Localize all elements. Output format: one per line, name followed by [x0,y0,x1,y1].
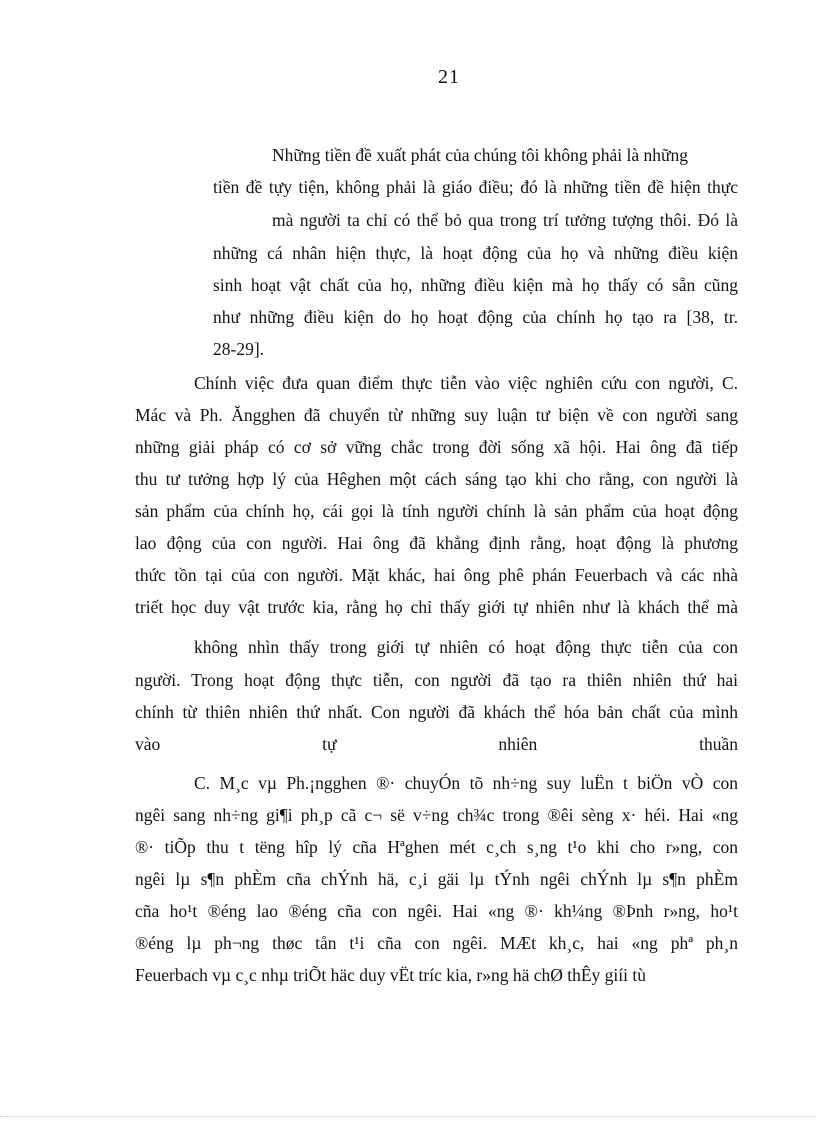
body-line-8: triết học duy vật trước kia, rằng họ chỉ thấy giới tự nhiên như là khách thể mà [135,597,738,617]
quote-line-3: mà người ta chỉ có thể bỏ qua trong trí tưởng tượng thôi. Đó là [272,210,738,230]
body-line-4: thu tư tưởng hợp lý của Hêghen một cách sáng tạo khi cho rằng, con người là [135,469,738,489]
body-line-2: Mác và Ph. Ăngghen đã chuyển từ những suy luận tư biện về con người sang [135,405,738,425]
body-line-9: không nhìn thấy trong giới tự nhiên có hoạt động thực tiễn của con [194,637,738,657]
quote-line-2: tiền đề tựy tiện, không phải là giáo điều; đó là những tiền đề hiện thực [213,177,738,197]
quote-line-4: những cá nhân hiện thực, là hoạt động của họ và những điều kiện [213,243,738,263]
quote-line-6: như những điều kiện do họ hoạt động của chính họ tạo ra [38, tr. [213,307,738,327]
page-bottom-divider [0,1116,816,1117]
body-line-10: người. Trong hoạt động thực tiễn, con người đã tạo ra thiên nhiên thứ hai [135,670,738,690]
body-line-3: những giải pháp có cơ sở vững chắc trong đời sống xã hội. Hai ông đã tiếp [135,437,738,457]
garbled-line-3: ®· tiÕp thu t tëng hîp lý cña Hªghen mét c¸ch s¸ng t¹o khi cho r»ng, con [135,837,738,857]
garbled-line-2: ngêi sang nh÷ng gi¶i ph¸p cã c¬ së v÷ng ch¾c trong ®êi sèng x· héi. Hai «ng [135,805,738,825]
body-line-11: chính từ thiên nhiên thứ nhất. Con người đã khách thể hóa bản chất của mình [135,702,738,722]
garbled-line-5: cña ho¹t ®éng lao ®éng cña con ngêi. Hai «ng ®· kh¼ng ®Þnh r»ng, ho¹t [135,901,738,921]
quote-line-7: 28-29]. [213,339,265,359]
quote-line-5: sinh hoạt vật chất của họ, những điều kiện mà họ thấy có sẵn cũng [213,275,738,295]
garbled-line-7: Feuerbach vµ c¸c nhµ triÕt häc duy vËt tríc kia, r»ng hä chØ thÊy giíi tù [135,965,646,985]
garbled-line-6: ®éng lµ ph¬ng thøc tån t¹i cña con ngêi. MÆt kh¸c, hai «ng phª ph¸n [135,933,738,953]
body-line-1: Chính việc đưa quan điểm thực tiễn vào việc nghiên cứu con người, C. [194,373,738,393]
quote-line-1: Những tiền đề xuất phát của chúng tôi không phải là những [272,145,689,165]
page-number: 21 [438,66,460,88]
body-line-12: vào tự nhiên thuần [135,734,738,754]
garbled-line-1: C. M¸c vµ Ph.¡ngghen ®· chuyÓn tõ nh÷ng suy luËn t biÖn vÒ con [194,773,738,793]
body-line-5: sản phẩm của chính họ, cái gọi là tính người chính là sản phẩm của hoạt động [135,501,738,521]
garbled-line-4: ngêi lµ s¶n phÈm cña chÝnh hä, c¸i gäi lµ tÝnh ngêi chÝnh lµ s¶n phÈm [135,869,738,889]
body-line-7: thức tồn tại của con người. Mặt khác, hai ông phê phán Feuerbach và các nhà [135,565,738,585]
body-line-6: lao động của con người. Hai ông đã khẳng định rằng, hoạt động là phương [135,533,738,553]
